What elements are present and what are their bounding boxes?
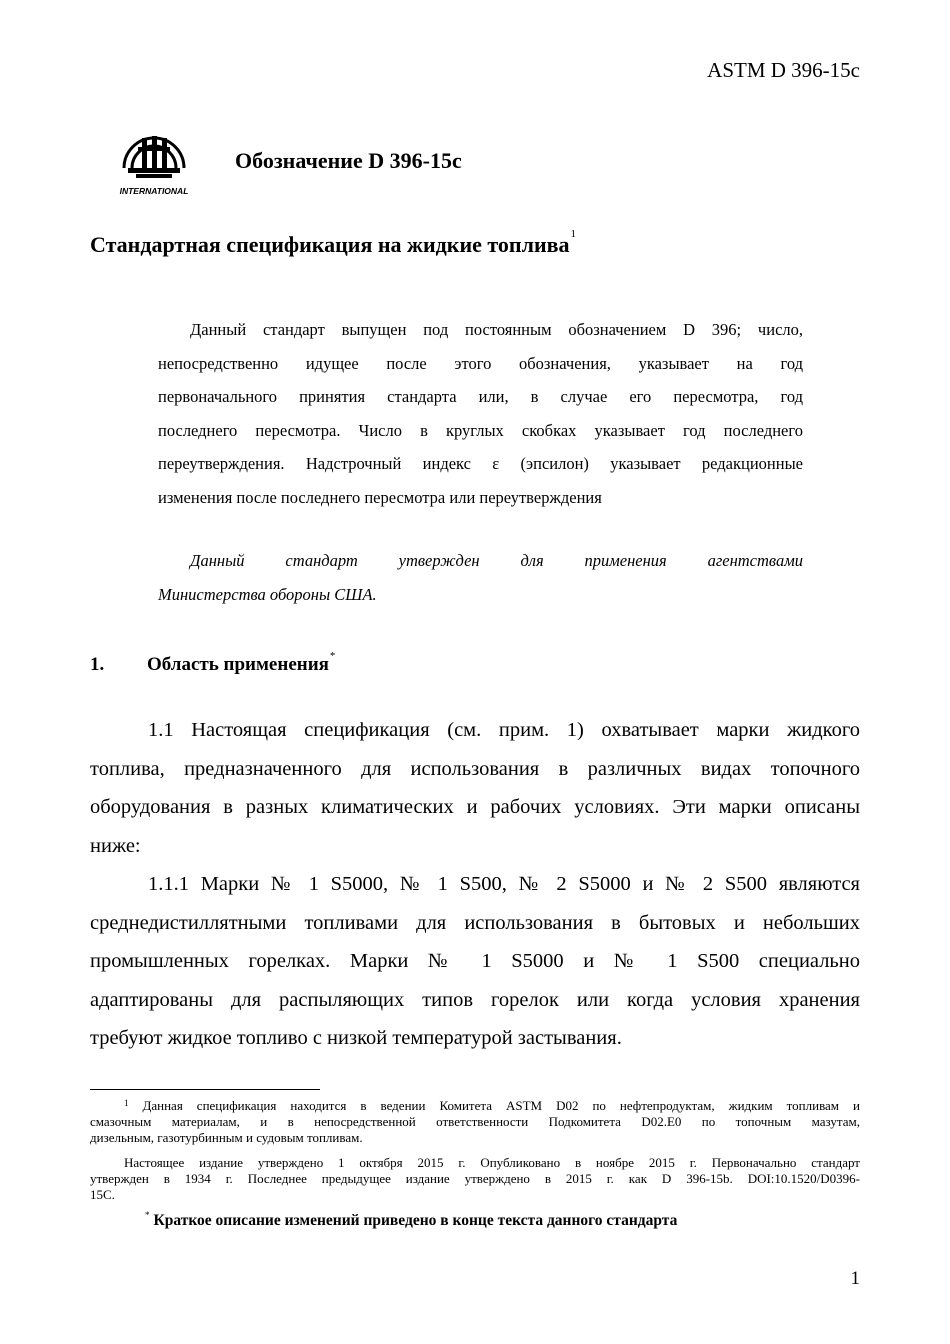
note-line: Данный стандарт выпущен под постоянным обозначением D 396; число,: [190, 320, 803, 339]
note-line: последнего пересмотра. Число в круглых скобках указывает год последнего: [158, 420, 803, 440]
page-number: 1: [850, 1268, 860, 1289]
note-line: Данный стандарт утвержден для применения агентствами: [190, 551, 803, 570]
section-number: 1.: [90, 654, 105, 675]
footnote-1-text: Данная спецификация находится в ведении Комитета ASTM D02 по нефтепродуктам, жидким топливам и: [128, 1098, 860, 1113]
paragraph-line: промышленных горелках. Марки № 1 S5000 и № 1 S500 специально: [90, 950, 860, 972]
footnote-changes-summary: [145, 1212, 677, 1230]
footnote-1: [90, 1098, 860, 1146]
standard-title-text: Стандартная спецификация на жидкие топлива: [90, 232, 570, 257]
footnote-1-ref: 1: [124, 1098, 129, 1108]
note-line: первоначального принятия стандарта или, в случае его пересмотра, год: [158, 387, 803, 406]
footnote-edition: [90, 1155, 860, 1203]
paragraph-line: топлива, предназначенного для использования в различных видах топочного: [90, 757, 860, 780]
paragraph-line: оборудования в разных климатических и рабочих условиях. Эти марки описаны: [90, 796, 860, 818]
designation-title: Обозначение D 396-15c: [235, 148, 462, 173]
footnote-star-ref: *: [145, 1210, 150, 1220]
section-title-ref: *: [329, 650, 336, 662]
paragraph-1-1: [90, 711, 860, 865]
paragraph-line: требуют жидкое топливо с низкой температурой застывания.: [90, 1027, 622, 1049]
footnote-line: дизельным, газотурбинным и судовым топливам.: [90, 1130, 363, 1145]
footnote-line: 15C.: [90, 1187, 115, 1202]
standard-title: [90, 228, 576, 258]
footnote-star-text: Краткое описание изменений приведено в конце текста данного стандарта: [153, 1212, 678, 1229]
document-code-header: ASTM D 396-15c: [707, 58, 860, 82]
note-line: изменения после последнего пересмотра или переутверждения: [158, 487, 602, 507]
designation-note: [158, 313, 803, 514]
footnote-line: Настоящее издание утверждено 1 октября 2015 г. Опубликовано в ноябре 2015 г. Первоначально стандарт: [124, 1155, 860, 1170]
note-line: Министерства обороны США.: [158, 584, 377, 604]
footnote-line: смазочным материалам, и в непосредственной ответственности Подкомитета D02.E0 по топочным мазутам,: [90, 1114, 860, 1129]
logo-international-text: INTERNATIONAL: [119, 186, 189, 196]
footnote-separator: [90, 1089, 320, 1090]
paragraph-line: среднедистиллятными топливами для использования в бытовых и небольших: [90, 911, 860, 934]
section-1-heading: [90, 650, 336, 676]
dod-approval-note: [158, 544, 803, 611]
astm-logo: [112, 128, 196, 200]
footnote-line: [90, 1098, 860, 1114]
note-line: непосредственно идущее после этого обозначения, указывает на год: [158, 353, 803, 373]
paragraph-line: ниже:: [90, 834, 141, 857]
paragraph-line: адаптированы для распыляющих типов горелок или когда условия хранения: [90, 988, 860, 1011]
paragraph-line: 1.1 Настоящая спецификация (см. прим. 1) охватывает марки жидкого: [148, 719, 860, 741]
astm-emblem-icon: [112, 128, 196, 200]
note-line: переутверждения. Надстрочный индекс ε (эпсилон) указывает редакционные: [158, 454, 803, 473]
footnote-line: утвержден в 1934 г. Последнее предыдущее издание утверждено в 2015 г. как D 396-15b. DOI:10.1520/D0396-: [90, 1171, 860, 1186]
paragraph-line: 1.1.1 Марки № 1 S5000, № 1 S500, № 2 S5000 и № 2 S500 являются: [148, 873, 860, 895]
paragraph-1-1-1: [90, 865, 860, 1058]
title-footnote-ref: 1: [570, 228, 576, 240]
section-title-text: Область применения: [147, 654, 329, 675]
